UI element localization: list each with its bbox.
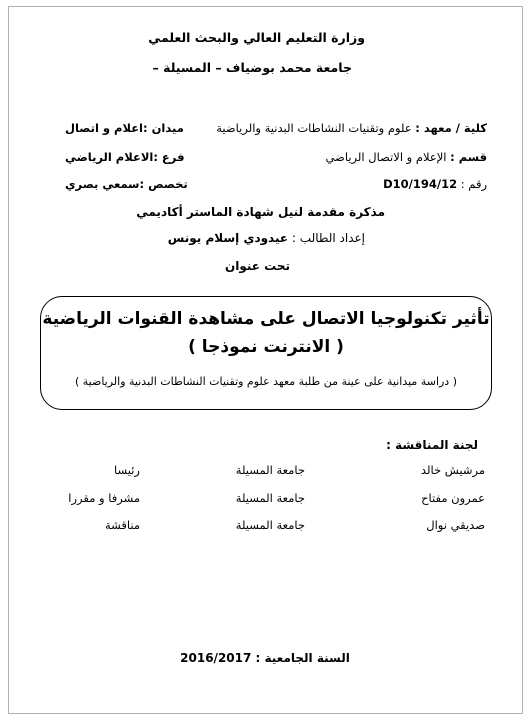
committee-member-row	[50, 463, 485, 481]
department-value: الإعلام و الاتصال الرياضي	[325, 150, 447, 164]
member-university: جامعة المسيلة	[235, 491, 305, 505]
faculty-label: كلية / معهد :	[415, 121, 487, 135]
under-title: تحت عنوان	[224, 259, 290, 273]
member-university: جامعة المسيلة	[235, 463, 305, 477]
student-label: إعداد الطالب :	[291, 231, 365, 245]
number-label: رقم :	[460, 177, 487, 191]
thesis-title-line2: ( الانترنت نموذجا )	[188, 337, 344, 357]
member-role: مناقشة	[104, 518, 140, 532]
student-name: عيدودي إسلام يونس	[167, 231, 289, 245]
member-name: مرشيش خالد	[420, 463, 485, 477]
field-value: اعلام و اتصال	[65, 121, 144, 135]
specialty-label: تخصص :	[139, 177, 188, 191]
student-line	[168, 231, 365, 245]
faculty-value: علوم وتقنيات النشاطات البدنية والرياضية	[216, 121, 412, 135]
thesis-note: مذكرة مقدمة لنيل شهادة الماستر أكاديمي	[136, 205, 385, 219]
thesis-title-box	[40, 296, 492, 410]
department-label: قسم :	[450, 150, 487, 164]
member-university: جامعة المسيلة	[235, 518, 305, 532]
academic-year: السنة الجامعية : 2016/2017	[180, 651, 350, 665]
department-line	[325, 150, 487, 164]
member-name: صديقي نوال	[426, 518, 485, 532]
committee-member-row	[50, 518, 485, 536]
branch-line	[65, 150, 184, 164]
faculty-line	[216, 121, 487, 135]
specialty-value: سمعي بصري	[65, 177, 140, 191]
ministry-name: وزارة التعليم العالي والبحث العلمي	[148, 30, 365, 45]
thesis-title-line1: تأثير تكنولوجيا الاتصال على مشاهدة القنوات الرياضية	[42, 309, 490, 329]
member-role: رئيسا	[114, 463, 140, 477]
specialty-line	[65, 177, 188, 191]
branch-value: الاعلام الرياضي	[65, 150, 154, 164]
member-role: مشرفا و مقررا	[68, 491, 140, 505]
number-line	[383, 177, 487, 191]
field-line	[65, 121, 184, 135]
thesis-subtitle: ( دراسة ميدانية على عينة من طلبة معهد علوم وتقنيات النشاطات البدنية والرياضية )	[74, 375, 457, 388]
university-name: جامعة محمد بوضياف – المسيلة –	[152, 60, 352, 75]
committee-member-row	[50, 491, 485, 509]
field-label: ميدان :	[143, 121, 184, 135]
committee-title: لجنة المناقشة :	[386, 438, 478, 452]
number-value: 12/D10/194	[383, 177, 458, 191]
member-name: عمرون مفتاح	[421, 491, 485, 505]
branch-label: فرع :	[153, 150, 185, 164]
